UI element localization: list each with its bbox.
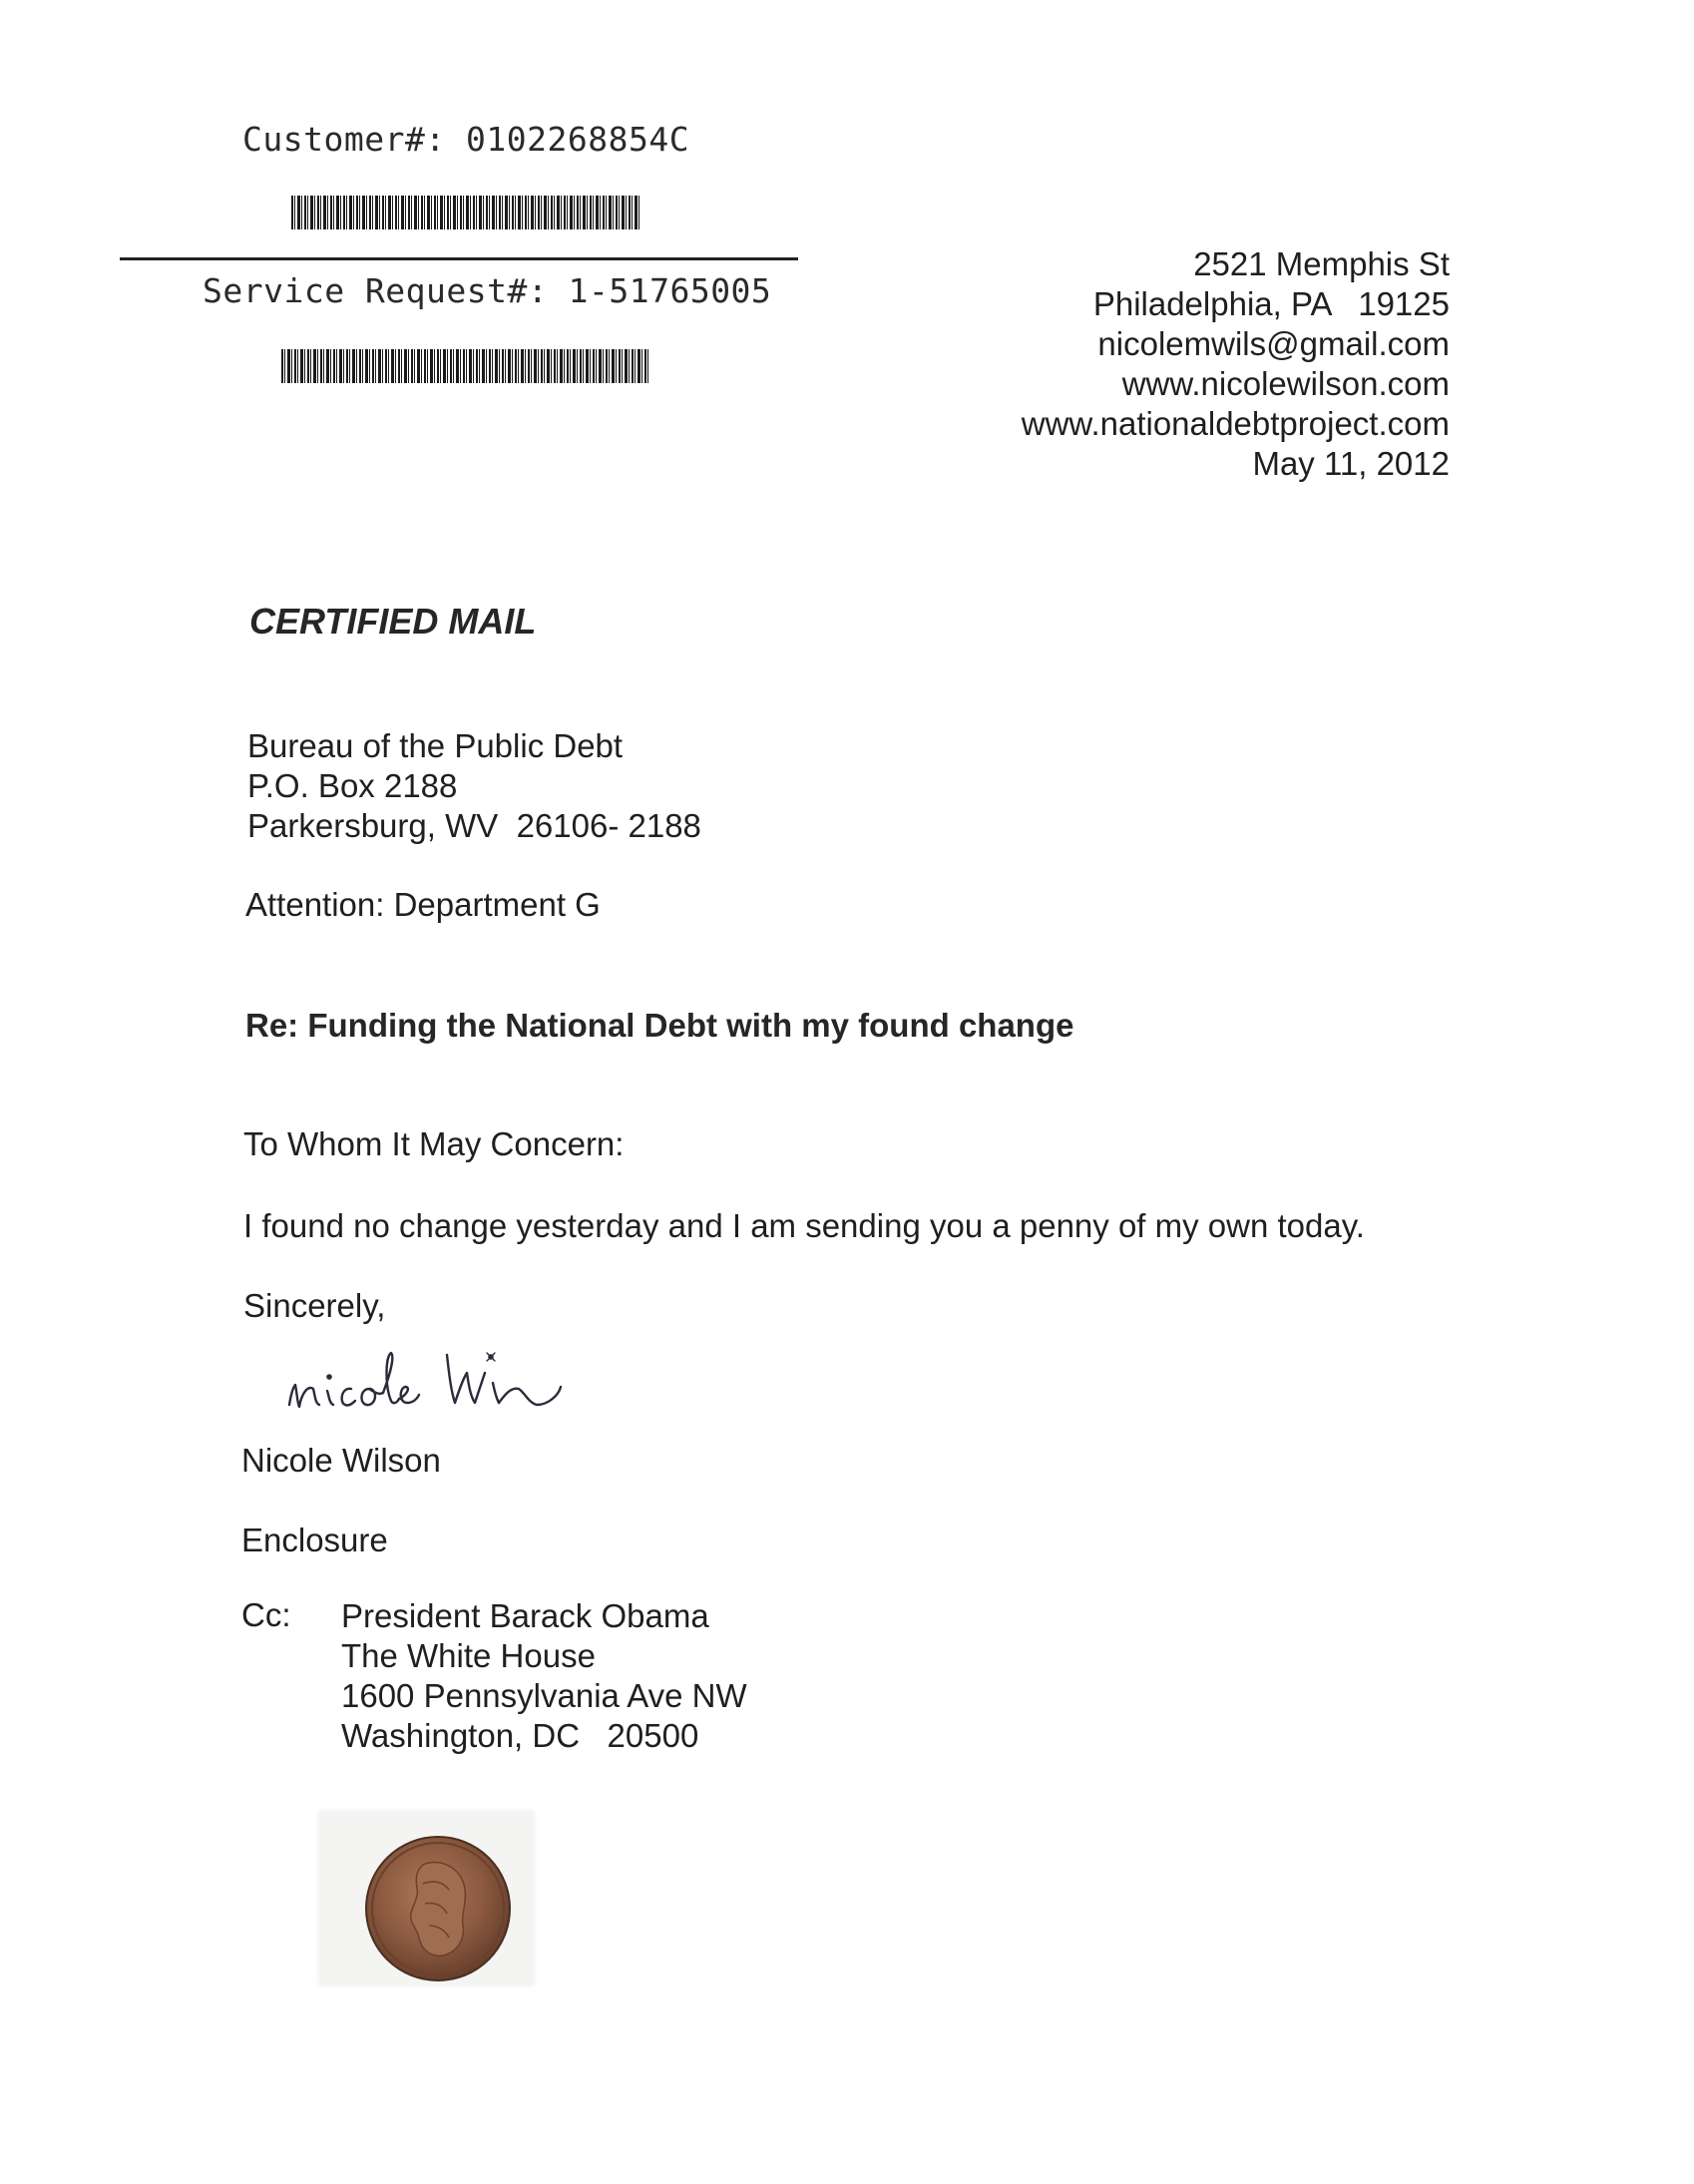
sender-street: 2521 Memphis St: [1193, 245, 1450, 282]
cc-recipient: [341, 1596, 747, 1756]
certified-mail-heading: CERTIFIED MAIL: [249, 601, 537, 642]
cc-label: Cc:: [241, 1596, 291, 1633]
recipient-po-box: P.O. Box 2188: [247, 767, 458, 804]
sender-city: Philadelphia, PA 19125: [1092, 285, 1450, 322]
handwritten-signature: [279, 1317, 658, 1427]
customer-barcode: [291, 196, 640, 229]
recipient-address: [247, 726, 701, 846]
service-request-number: Service Request#: 1-51765005: [203, 271, 772, 310]
cc-line-2: The White House: [341, 1637, 596, 1674]
attention-line: Attention: Department G: [245, 886, 601, 923]
header-divider: [120, 257, 798, 260]
customer-number: Customer#: 0102268854C: [242, 120, 690, 159]
closing: Sincerely,: [243, 1287, 386, 1324]
sender-email: nicolemwils@gmail.com: [1097, 325, 1450, 362]
cc-line-3: 1600 Pennsylvania Ave NW: [341, 1677, 747, 1714]
subject-line: Re: Funding the National Debt with my found change: [245, 1007, 1074, 1044]
recipient-city: Parkersburg, WV 26106- 2188: [247, 807, 701, 844]
sender-address: [1022, 244, 1450, 484]
letter-body: I found no change yesterday and I am sending you a penny of my own today.: [243, 1207, 1365, 1244]
signer-name: Nicole Wilson: [241, 1442, 441, 1479]
service-request-barcode: [281, 349, 650, 383]
sender-website-1: www.nicolewilson.com: [1121, 365, 1450, 402]
letter-date: May 11, 2012: [1252, 445, 1450, 482]
salutation: To Whom It May Concern:: [243, 1125, 625, 1162]
penny-coin-icon: [363, 1834, 513, 1983]
sender-website-2: www.nationaldebtproject.com: [1021, 405, 1450, 442]
cc-line-1: President Barack Obama: [341, 1597, 709, 1634]
recipient-name: Bureau of the Public Debt: [247, 727, 624, 764]
cc-line-4: Washington, DC 20500: [341, 1717, 699, 1754]
enclosure-note: Enclosure: [241, 1522, 388, 1558]
